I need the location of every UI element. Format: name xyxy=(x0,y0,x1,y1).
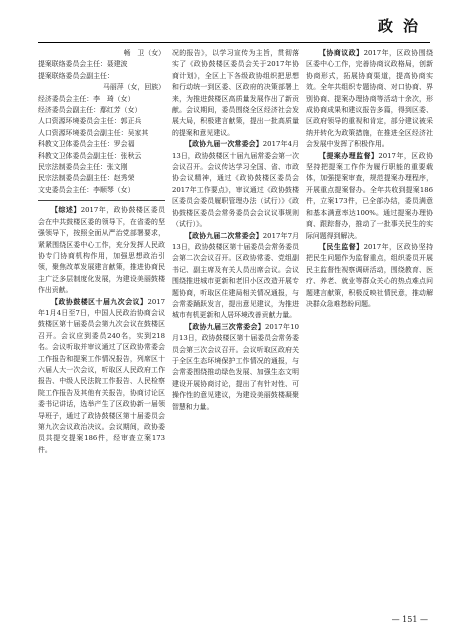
section-heading: 【协商议政】 xyxy=(319,49,364,57)
paragraph-text: 况的报告》，以学习宣传为主旨，贯彻落实了《政协鼓楼区委员会关于2017年协商计划》，全区上下各级政协组织把思想和行动统一到区委、区政府的决策部署上来，为推进鼓楼区高质量发展作出了新贡献。会议期间，委员围绕全区经济社会发展大局，积极建言献策，提出一批高质量的提案和意见建议。 xyxy=(172,49,299,137)
roster-line: 民宗法制委员会主任：张文刚 xyxy=(38,163,128,172)
paragraph-text: 2017年，区政协围绕区委中心工作，完善协商议政格局，创新协商形式，拓展协商渠道，提高协商实效。全年共组织专题协商、对口协商、界别协商、提案办理协商等活动十余次，形成协商成果和建议报告多篇，得到区委、区政府领导的重视和肯定，部分建议被采纳并转化为政策措施，在推进全区经济社会发展中发挥了积极作用。 xyxy=(306,49,433,149)
article-columns xyxy=(38,48,433,620)
roster-line: 科教文卫体委员会副主任：张秋云 xyxy=(38,151,142,160)
paragraph-text: 2017年7月13日，政协鼓楼区第十届委员会常务委员会第二次会议召开。区政协常委、党组副书记、副主席及有关人员出席会议。会议围绕推进城市更新和老旧小区改造开展专题协商，听取区住建局相关情况通报，与会常委踊跃发言，提出意见建议，为推进城市有机更新和人居环境改善贡献力量。 xyxy=(172,231,299,320)
roster-line: 马丽萍（女，回族） xyxy=(102,83,165,92)
column-2 xyxy=(172,48,299,620)
paragraph xyxy=(172,322,299,413)
section-heading: 【政协九届一次常委会】 xyxy=(185,140,263,149)
section-heading: 【民生监督】 xyxy=(319,242,364,251)
roster-line: 人口资源环境委员会副主任：吴家其 xyxy=(38,128,149,137)
paragraph xyxy=(306,151,433,242)
roster-line: 经济委员会副主任：鄢红芳（女） xyxy=(38,106,142,115)
paragraph-text: 2017年，区政协坚持把提案工作作为履行职能的重要载体，加强提案审查，规范提案办理程序，开展重点提案督办。全年共收到提案186件，立案173件，已全部办结，委员满意和基本满意率达100%。通过提案办理协商、跟踪督办，推动了一批事关民生的实际问题得到解决。 xyxy=(306,151,433,240)
paragraph xyxy=(306,242,433,310)
paragraph xyxy=(172,231,299,322)
paragraph xyxy=(172,139,299,230)
paragraph-text: 2017年1月4日至7日，中国人民政治协商会议鼓楼区第十届委员会第九次会议在鼓楼区召开。会议应到委员240名，实到218名。会议听取并审议通过了区政协常委会工作报告和提案工作情况报告，列席区十六届人大一次会议，听取区人民政府工作报告、中级人民法院工作报告、人民检察院工作报告及其他有关报告，协商讨论区委书记讲话，选举产生了区政协新一届领导班子，通过了政协鼓楼区第十届委员会第九次会议政治决议。会议期间，政协委员共提交提案186件，经审查立案173件。 xyxy=(38,297,165,454)
column-1 xyxy=(38,48,165,620)
paragraph xyxy=(38,297,165,457)
roster-line: 提案联络委员会副主任： xyxy=(38,71,114,80)
column-3 xyxy=(306,48,433,620)
section-heading: 【综述】 xyxy=(51,206,81,215)
page-number: — 151 — xyxy=(391,615,428,624)
roster-line: 人口资源环境委员会主任：郭正兵 xyxy=(38,117,142,126)
paragraph-text: 2017年10月13日，政协鼓楼区第十届委员会常务委员会第三次会议召开。会议听取区政府关于全区生态环境保护工作情况的通报，与会常委围绕推动绿色发展、加强生态文明建设开展协商讨论，提出了有针对性、可操作性的意见建议，为建设美丽鼓楼凝聚智慧和力量。 xyxy=(172,322,299,411)
roster-line: 经济委员会主任：李 琦（女） xyxy=(38,94,135,103)
roster-line: 科教文卫体委员会主任：罗会福 xyxy=(38,140,135,149)
paragraph xyxy=(306,48,433,151)
paragraph-text: 2017年，政协鼓楼区委员会在中共鼓楼区委的领导下，在省委的坚强领导下，按照全面从严治党部署要求，紧紧围绕区委中心工作，充分发挥人民政协专门协商机构作用，加强思想政治引领，聚焦改革发展建言献策，推进协商民主广泛多层制度化发展，为建设美丽鼓楼作出贡献。 xyxy=(38,206,165,295)
section-heading: 【政协九届三次常委会】 xyxy=(185,322,266,331)
section-heading: 【政协鼓楼区十届九次会议】 xyxy=(51,297,148,306)
roster-line: 民宗法制委员会副主任：赵秀荣 xyxy=(38,174,135,183)
section-divider xyxy=(38,200,165,201)
roster-line: 畅 卫（女） xyxy=(123,49,165,57)
section-heading: 【政协九届二次常委会】 xyxy=(185,231,263,240)
paragraph-text: 2017年，区政协坚持把民生问题作为监督重点，组织委员开展民主监督性视察调研活动，围绕教育、医疗、养老、就业等群众关心的热点难点问题建言献策，积极反映社情民意，推动解决群众急难愁盼问题。 xyxy=(306,242,433,308)
section-heading: 【提案办理监督】 xyxy=(319,151,379,160)
page-title: 政治 xyxy=(377,17,428,35)
paragraph xyxy=(38,205,165,296)
header-divider xyxy=(38,42,430,43)
paragraph-text: 2017年4月13日，政协鼓楼区十届九届常委会第一次会议召开。会议传达学习全国、省、市政协会议精神，通过《政协鼓楼区委员会2017年工作要点》，审议通过《政协鼓楼区委员会委员履职管理办法（试行）》《政协鼓楼区委员会常务委员会会议议事规则（试行）》。 xyxy=(172,140,299,229)
roster-line: 提案联络委员会主任：聂建波 xyxy=(38,60,128,69)
roster-line: 文史委员会主任：李顺琴（女） xyxy=(38,185,135,194)
